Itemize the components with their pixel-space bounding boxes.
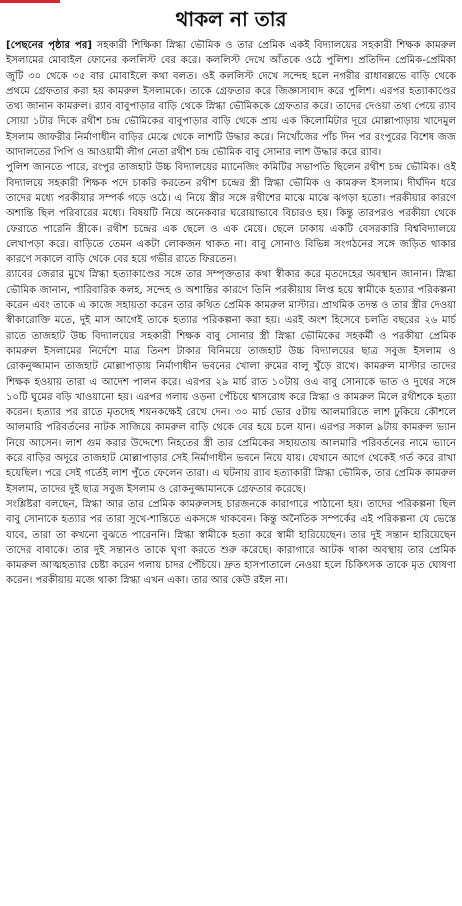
article-paragraph: পুলিশ জানতে পারে, রংপুর তাজহাট উচ্চ বিদ্যালয়ের ম্যানেজিং কমিটির সভাপতি ছিলেন রথীশ চন্দ্র ভৌমিক। ওই বিদ্যালয়ে সহকারী শিক্ষক পদে চাকরি করতেন রথীশ চন্দ্রের স্ত্রী স্নিগ্ধা ভৌমিক ও কামরুল ইসলাম। দীর্ঘদিন ধরে তাদের মধ্যে পরকীয়ার সম্পর্ক গড়ে ওঠে। এ নিয়ে স্ত্রীর সঙ্গে রথীশের মাঝে মাঝে ঝগড়া হতো। পরকীয়ার কারণে অশান্তি ছিল পরিবারের মধ্যে। বিষয়টি নিয়ে অনেকবার ঘরোয়াভাবে বিচারও হয়। কিন্তু তারপরও পরকীয়া থেকে ফেরাতে পারেনি স্ত্রীকে। রথীশ চন্দ্রের এক ছেলে ও এক মেয়ে। ছেলে ঢাকায় একটি বেসরকারি বিশ্ববিদ্যালয়ে লেখাপড়া করে। বাড়িতে তেমন একটা লোকজন থাকত না। বাবু সোনাও বিভিন্ন সংগঠনের সঙ্গে জড়িত থাকার কারণে সকালে বাড়ি থেকে বের হয়ে গভীর রাতে ফিরতেন। (6, 162, 456, 266)
article-paragraph: র‌্যাবের জেরার মুখে স্নিগ্ধা হত্যাকাণ্ডের সঙ্গে তার সম্পৃক্ততার কথা স্বীকার করে মৃতদেহের অবস্থান জানান। স্নিগ্ধা ভৌমিক জানান, পারিবারিক কলহ, সন্দেহ ও অশান্তির কারণে তিনি পরকীয়ায় লিপ্ত হয়ে স্বামীকে হত্যার পরিকল্পনা করেন এবং তাকে এ কাজে সহায়তা করেন তার কথিত প্রেমিক কামরুল মাস্টার। প্রাথমিক তদন্ত ও তার স্ত্রীর দেওয়া স্বীকারোক্তি মতে, দুই মাস আগেই তাকে হত্যার পরিকল্পনা করা হয়। এরই অংশ হিসেবে চলতি বছরের ২৬ মার্চ রাতে তাজহাট উচ্চ বিদ্যালয়ের সহকারী শিক্ষক বাবু সোনার স্ত্রী স্নিগ্ধা ভৌমিকের সহকর্মী ও পরকীয়া প্রেমিক কামরুল ইসলামের নির্দেশে মাত্র তিনশ টাকার বিনিময়ে তাজহাট উচ্চ বিদ্যালয়ের ছাত্র সবুজ ইসলাম ও রোকনুজ্জামান তাজহাট মোল্লাপাড়ায় নির্মাণাধীন ভবনের খোলা রুমের বালু খুঁড়ে রাখে। কামরুল মাস্টার তাদের শিক্ষক হওয়ায় তারা এ আদেশ পালন করে। এরপর ২৯ মার্চ রাত ১০টায় ওএ বাবু সোনাকে ভাত ও দুধের সঙ্গে ১০টি ঘুমের বড়ি খাওয়ানো হয়। এরপর গলায় ওড়না পেঁচিয়ে শ্বাসরোধ করে স্নিগ্ধা ও কামরুল মিলে রথীশকে হত্যা করেন। হত্যার পর রাতে মৃতদেহ শয়নকক্ষেই রেখে দেন। ৩০ মার্চ ভোর ৫টায় আলমারিতে লাশ ঢুকিয়ে কৌশলে আলমারি পরিবর্তনের নাটক সাজিয়ে কামরুল বাড়ি থেকে বের হয়ে চলে যান। এরপর সকাল ৯টায় কামরুল ভ্যান নিয়ে আসেন। লাশ গুম করার উদ্দেশ্যে নিহতের স্ত্রী তার প্রেমিকের সহায়তায় আলমারি পরিবর্তনের নামে ভ্যানে করে বাড়ির অদূরে তাজহাট মোল্লাপাড়ার সেই নির্মাণাধীন ভবনে নিয়ে যায়। যেখানে আগে থেকেই গর্ত করে রাখা হয়েছিল। পরে সেই গর্তেই লাশ পুঁতে ফেলেন তারা। এ ঘটনায় র‌্যাব হত্যাকারী স্নিগ্ধা ভৌমিক, তার প্রেমিক কামরুল ইসলাম, তাদের দুই ছাত্র সবুজ ইসলাম ও রোকনুজ্জামানকে গ্রেফতার করেছে। (6, 269, 456, 495)
red-accent-rule (0, 0, 60, 3)
article-headline: থাকল না তার (175, 7, 287, 31)
paragraph-text: সহকারী শিক্ষিকা স্নিগ্ধা ভৌমিক ও তার প্রেমিক একই বিদ্যালয়ের সহকারী শিক্ষক কামরুল ইসলামের মোবাইল ফোনের কললিস্ট বের করে। কললিস্ট দেখে আঁতকে ওঠে পুলিশ। প্রতিদিন প্রেমিক-প্রেমিকা জুটি ৩০ থেকে ৩৫ বার মোবাইলে কথা বলত। ওই কললিস্ট দেখে সন্দেহ হলে নগরীর রাধাবল্লভে বাড়ি থেকে প্রথমে গ্রেফতার করা হয় কামরুল ইসলামকে। তাকে গ্রেফতার করে জিজ্ঞাসাবাদ করে পুলিশ। এরপর হত্যাকাণ্ডের তথ্য জানান কামরুল। র‌্যাব বাবুপাড়ার বাড়ি থেকে স্নিগ্ধা ভৌমিককে গ্রেফতার করে। তাদের দেওয়া তথ্য পেয়ে র‌্যাব সোয়া ১টার দিকে রথীশ চন্দ্র ভৌমিকের বাবুপাড়ার বাড়ি থেকে প্রায় এক কিলোমিটার দূরে মোল্লাপাড়ায় খাদেমুল ইসলাম জাফরীর নির্মাণাধীন বাড়ির মেঝে থেকে লাশটি উদ্ধার করে। নিখোঁজের পাঁচ দিন পর রংপুরের বিশেষ জজ আদালতের পিপি ও আওয়ামী লীগ নেতা রথীশ চন্দ্র ভৌমিক বাবু সোনার লাশ উদ্ধার করে র‌্যাব। (6, 40, 456, 159)
article-paragraph: সংশ্লিষ্টরা বলছেন, স্নিগ্ধা আর তার প্রেমিক কামরুলসহ চারজনকে কারাগারে পাঠানো হয়। তাদের পরিকল্পনা ছিল বাবু সোনাকে হত্যার পর তারা সুখে-শান্তিতে একসঙ্গে থাকবেন। কিন্তু অনৈতিক সম্পর্কের এই পরিকল্পনা যে ভেস্তে যাবে, তারা তা কখনো বুঝতে পারেননি। স্নিগ্ধা স্বামীকে হত্যা করে স্বামী হারিয়েছেন। তার দুই সন্তান হারিয়েছেন তাদের বাবাকে। তার দুই সন্তানও তাকে ঘৃণা করতে শুরু করেছে। কারাগারে আটক থাকা অবস্থায় তার প্রেমিক কামরুল আত্মহত্যার চেষ্টা করেন গলায় চাদর পেঁচিয়ে। দ্রুত হাসপাতালে নেওয়া হলে চিকিৎসক তাকে মৃত ঘোষণা করেন। পরকীয়ায় মজে থাকা স্নিগ্ধা এখন একা। তার আর কেউ রইল না। (6, 498, 456, 587)
article-paragraph (6, 38, 456, 160)
continuation-label: [পেছনের পৃষ্ঠার পর] (6, 40, 93, 51)
article-body (6, 38, 456, 900)
